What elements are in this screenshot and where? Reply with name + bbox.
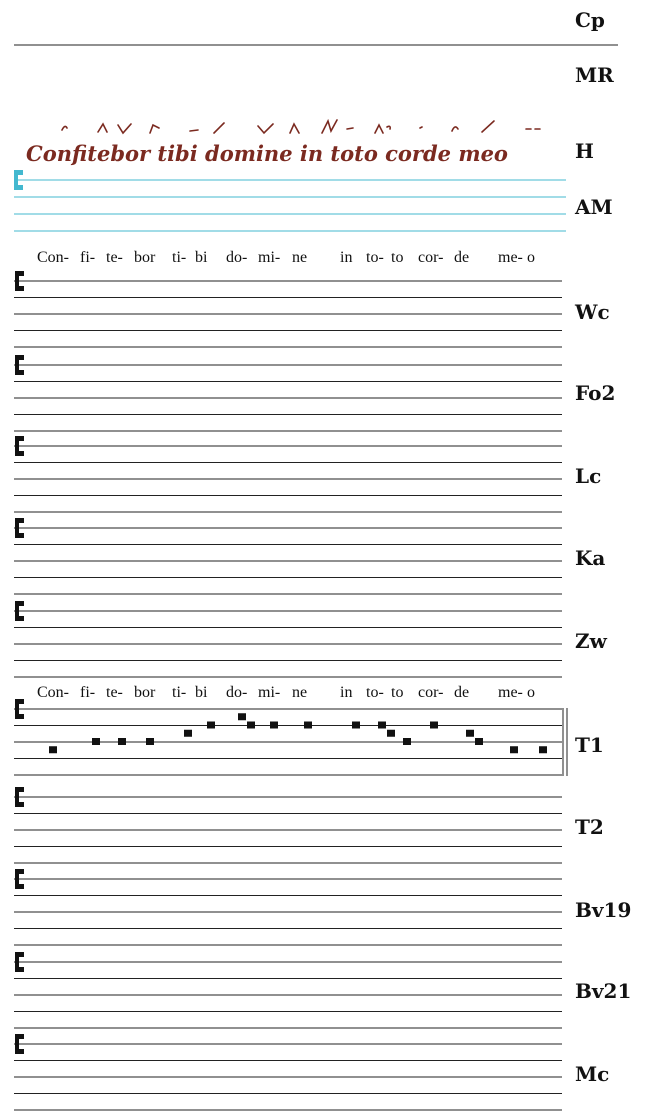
chant-note (118, 738, 126, 745)
source-label-wc: Wc (575, 300, 610, 324)
lyric-syllable: cor- (418, 249, 444, 266)
neume-mark (420, 127, 422, 128)
lyric-syllable: ne (292, 684, 308, 701)
neume-mark (258, 124, 273, 133)
lyric-syllable: ti- (172, 684, 187, 701)
lyric-syllable: de (454, 249, 470, 266)
lyric-syllable: me- (498, 249, 523, 266)
chant-note (387, 730, 395, 737)
neume-mark (290, 124, 299, 133)
chant-note (270, 722, 278, 729)
source-label-t2: T2 (575, 815, 604, 839)
lyric-syllable: Con- (37, 249, 69, 266)
chant-note (403, 738, 411, 745)
staves-layer (14, 45, 618, 1110)
chant-note (352, 722, 360, 729)
lyric-syllable: Con- (37, 684, 69, 701)
neume-mark (118, 124, 131, 133)
chant-note (184, 730, 192, 737)
lyric-syllable: o (527, 684, 535, 701)
manuscript-facsimile (26, 120, 540, 166)
lyric-syllable: in (340, 249, 353, 266)
source-label-mr: MR (575, 63, 614, 87)
neume-mark (62, 126, 67, 130)
notes-layer (49, 713, 547, 753)
lyric-syllable: mi- (258, 249, 281, 266)
neume-mark (190, 130, 198, 131)
neume-mark (347, 128, 353, 129)
lyric-syllable: to (391, 249, 404, 266)
source-label-cp: Cp (575, 8, 605, 32)
neume-mark (322, 120, 337, 133)
source-label-t1: T1 (575, 733, 604, 757)
source-labels (574, 8, 631, 1086)
chant-note (247, 722, 255, 729)
chant-note (207, 722, 215, 729)
lyric-syllable: do- (226, 249, 248, 266)
chant-note (49, 746, 57, 753)
source-label-ka: Ka (575, 546, 606, 570)
neume-mark (150, 125, 159, 133)
lyric-syllable: ti- (172, 249, 187, 266)
lyric-syllable: me- (498, 684, 523, 701)
chant-note (430, 722, 438, 729)
lyric-syllable: bor (134, 249, 156, 266)
chant-note (466, 730, 474, 737)
source-label-fo2: Fo2 (575, 381, 616, 405)
neume-mark (98, 124, 107, 132)
neume-mark (482, 121, 494, 132)
lyric-syllable: to (391, 684, 404, 701)
lyric-syllable: de (454, 684, 470, 701)
lyric-syllable: bi (195, 249, 208, 266)
chant-note (238, 713, 246, 720)
chant-note (92, 738, 100, 745)
lyric-syllable: in (340, 684, 353, 701)
source-label-h: H (575, 139, 594, 163)
lyric-syllable: to- (366, 249, 384, 266)
neume-mark (214, 123, 224, 133)
chant-note (539, 746, 547, 753)
neume-mark (375, 125, 390, 133)
lyric-syllable: te- (106, 684, 123, 701)
lyric-syllable: bor (134, 684, 156, 701)
lyric-syllable: o (527, 249, 535, 266)
neume-mark (452, 127, 458, 131)
source-label-bv19: Bv19 (575, 898, 632, 922)
lyric-syllable: cor- (418, 684, 444, 701)
chant-note (475, 738, 483, 745)
lyric-syllable: ne (292, 249, 308, 266)
source-label-mc: Mc (575, 1062, 610, 1086)
lyric-syllable: bi (195, 684, 208, 701)
chant-note (146, 738, 154, 745)
lyrics-layer (37, 249, 535, 701)
chant-note (304, 722, 312, 729)
chant-note (510, 746, 518, 753)
chant-note (378, 722, 386, 729)
lyric-syllable: te- (106, 249, 123, 266)
manuscript-incipit: Confitebor tibi domine in toto corde meo (26, 141, 508, 166)
lyric-syllable: fi- (80, 684, 96, 701)
lyric-syllable: mi- (258, 684, 281, 701)
source-label-zw: Zw (575, 629, 607, 653)
lyric-syllable: to- (366, 684, 384, 701)
source-label-am: AM (575, 195, 613, 219)
lyric-syllable: fi- (80, 249, 96, 266)
source-label-lc: Lc (575, 464, 602, 488)
source-label-bv21: Bv21 (575, 979, 632, 1003)
lyric-syllable: do- (226, 684, 248, 701)
